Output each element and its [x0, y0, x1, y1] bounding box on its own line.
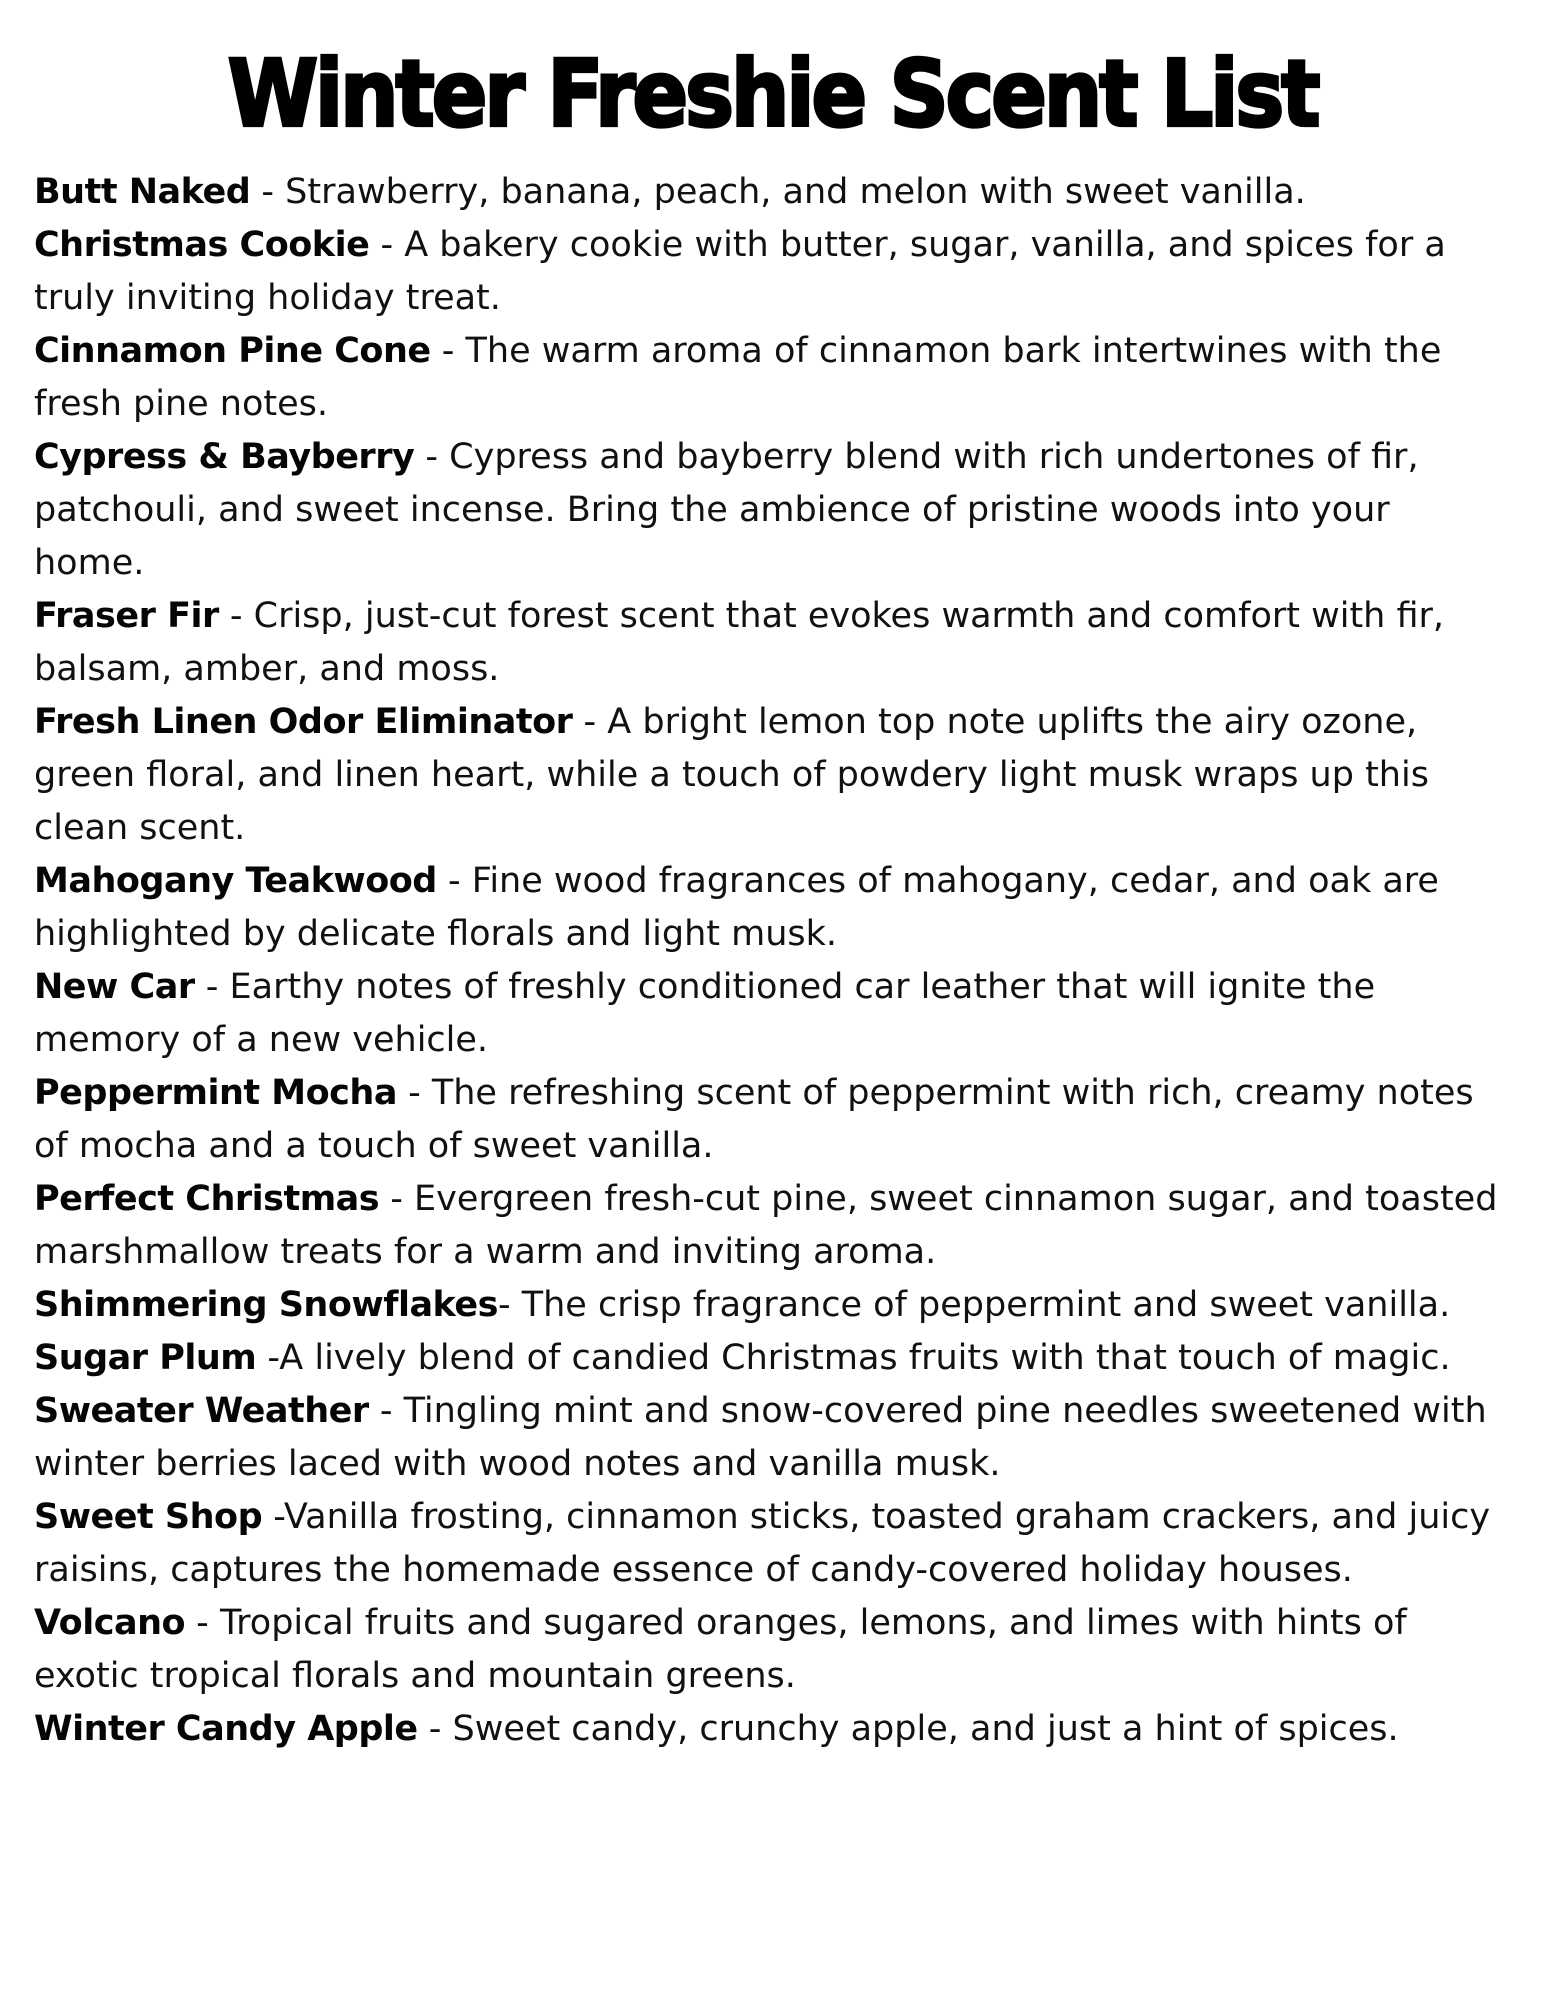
- scent-description: Cypress and bayberry blend with rich undertones of fir, patchouli, and sweet incense. Bring the ambience of pristine woods into your home.: [34, 437, 1430, 583]
- scent-name: Sweet Shop: [34, 1497, 263, 1537]
- scent-separator: -: [256, 1338, 280, 1378]
- scent-entry: [34, 1173, 1511, 1279]
- scent-entry: [34, 1385, 1511, 1491]
- scent-separator: -: [218, 596, 254, 636]
- scent-entry: [34, 431, 1511, 590]
- scent-separator: -: [417, 1709, 453, 1749]
- scent-description: Strawberry, banana, peach, and melon with sweet vanilla.: [285, 172, 1306, 212]
- scent-description: Fine wood fragrances of mahogany, cedar, and oak are highlighted by delicate florals and light musk.: [34, 861, 1451, 954]
- scent-entry: [34, 696, 1511, 855]
- scent-description: The warm aroma of cinnamon bark intertwines with the fresh pine notes.: [34, 331, 1453, 424]
- scent-separator: -: [194, 967, 230, 1007]
- scent-name: Butt Naked: [34, 172, 251, 212]
- scent-description: A bakery cookie with butter, sugar, vanilla, and spices for a truly inviting holiday treat.: [34, 225, 1457, 318]
- scent-name: Volcano: [34, 1603, 186, 1643]
- scent-entry: [34, 219, 1511, 325]
- scent-description: The refreshing scent of peppermint with rich, creamy notes of mocha and a touch of sweet vanilla.: [34, 1073, 1485, 1166]
- scent-separator: -: [436, 861, 472, 901]
- scent-entry: [34, 1491, 1511, 1597]
- scent-entry: [34, 590, 1511, 696]
- scent-name: Fraser Fir: [34, 596, 219, 636]
- scent-name: Cypress & Bayberry: [34, 437, 415, 477]
- scent-separator: -: [414, 437, 450, 477]
- scent-name: Peppermint Mocha: [34, 1073, 397, 1113]
- scent-entry: [34, 1279, 1511, 1332]
- scent-name: Fresh Linen Odor Eliminator: [34, 702, 573, 742]
- scent-separator: -: [185, 1603, 220, 1643]
- scent-entry: [34, 1703, 1511, 1756]
- scent-separator: -: [368, 1391, 404, 1431]
- scent-description: Vanilla frosting, cinnamon sticks, toasted graham crackers, and juicy raisins, captures the homemade essence of candy-covered holiday houses.: [34, 1497, 1502, 1590]
- scent-name: Mahogany Teakwood: [34, 861, 437, 901]
- scent-separator: -: [430, 331, 466, 371]
- scent-description: Sweet candy, crunchy apple, and just a hint of spices.: [452, 1709, 1399, 1749]
- scent-description: Evergreen fresh-cut pine, sweet cinnamon sugar, and toasted marshmallow treats for a warm and inviting aroma.: [34, 1179, 1509, 1272]
- scent-entry: [34, 961, 1511, 1067]
- scent-list: [34, 166, 1511, 1756]
- scent-separator: -: [379, 1179, 415, 1219]
- scent-entry: [34, 325, 1511, 431]
- page-title: Winter Freshie Scent List: [227, 41, 1318, 148]
- scent-description: Tropical fruits and sugared oranges, lemons, and limes with hints of exotic tropical florals and mountain greens.: [34, 1603, 1418, 1696]
- scent-separator: -: [497, 1285, 522, 1325]
- scent-separator: -: [262, 1497, 284, 1537]
- scent-entry: [34, 1332, 1511, 1385]
- scent-name: Sugar Plum: [34, 1338, 257, 1378]
- scent-entry: [34, 855, 1511, 961]
- scent-separator: -: [369, 225, 405, 265]
- scent-name: Winter Candy Apple: [34, 1709, 418, 1749]
- scent-name: New Car: [34, 967, 195, 1007]
- scent-entry: [34, 1597, 1511, 1703]
- scent-name: Sweater Weather: [34, 1391, 369, 1431]
- scent-separator: -: [572, 702, 608, 742]
- scent-description: Crisp, just-cut forest scent that evokes warmth and comfort with fir, balsam, amber, and moss.: [34, 596, 1456, 689]
- scent-separator: -: [250, 172, 286, 212]
- scent-name: Shimmering Snowflakes: [34, 1285, 498, 1325]
- scent-description: Earthy notes of freshly conditioned car leather that will ignite the memory of a new vehicle.: [34, 967, 1387, 1060]
- scent-description: A bright lemon top note uplifts the airy ozone, green floral, and linen heart, while a touch of powdery light musk wraps up this clean scent.: [34, 702, 1441, 848]
- scent-entry: [34, 1067, 1511, 1173]
- scent-name: Perfect Christmas: [34, 1179, 380, 1219]
- scent-description: Tingling mint and snow-covered pine needles sweetened with winter berries laced with wood notes and vanilla musk.: [34, 1391, 1498, 1484]
- scent-separator: -: [396, 1073, 432, 1113]
- scent-name: Christmas Cookie: [34, 225, 370, 265]
- scent-description: A lively blend of candied Christmas fruits with that touch of magic.: [279, 1338, 1451, 1378]
- scent-description: The crisp fragrance of peppermint and sweet vanilla.: [521, 1285, 1451, 1325]
- scent-name: Cinnamon Pine Cone: [34, 331, 431, 371]
